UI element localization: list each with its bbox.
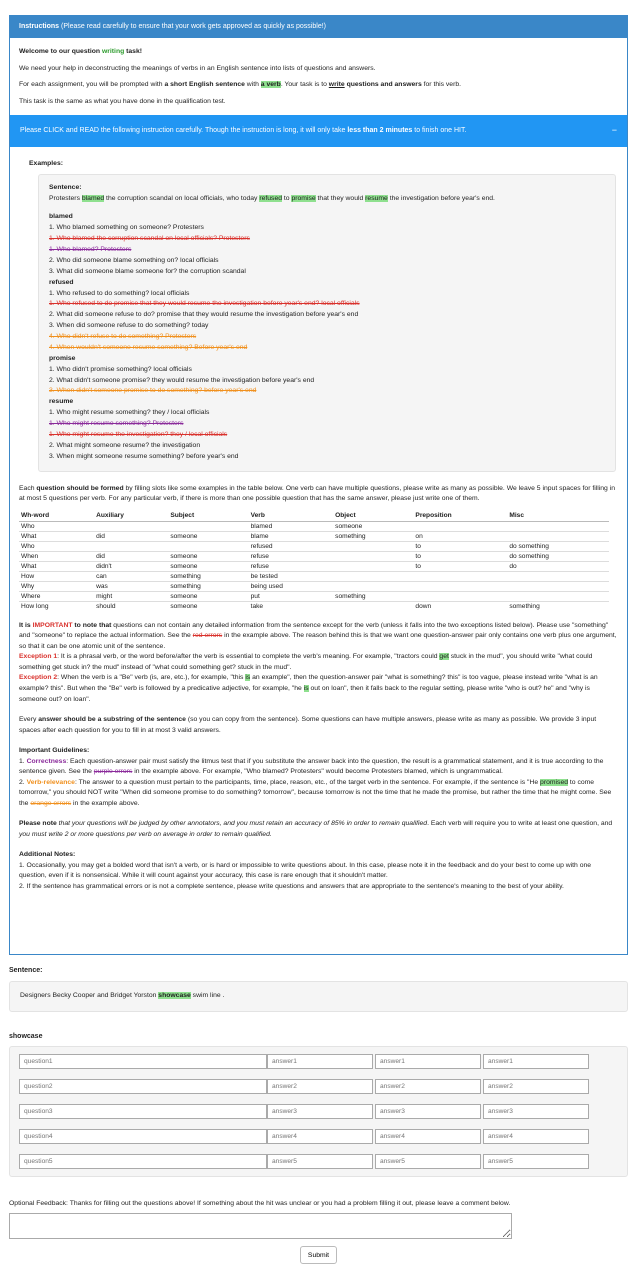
table-cell: What <box>19 561 94 571</box>
table-cell <box>333 541 413 551</box>
question-slots-table <box>19 511 609 611</box>
question-input[interactable] <box>19 1079 267 1094</box>
table-cell: something <box>333 591 413 601</box>
table-header-cell: Preposition <box>413 511 507 522</box>
example-qa-line: 2. What did someone refuse to do? promise that they would resume the investigation before year's end <box>49 311 359 319</box>
example-qa-line: 2. What didn't someone promise? they would resume the investigation before year's end <box>49 376 315 384</box>
accuracy-note: Please note that your questions will be judged by other annotators, and you must retain an accuracy of 85% in order to remain qualified. Each verb will require you to write at least one question, and you must write 2 or more questions per verb on average in order to remain qualified. <box>19 820 613 838</box>
table-header-cell: Verb <box>249 511 334 522</box>
table-cell: Who <box>19 521 94 531</box>
feedback-label: Optional Feedback: Thanks for filling out the questions above! If something about the hit was unclear or you had a problem filling it out, please leave a comment below. <box>9 1200 511 1207</box>
table-cell <box>413 521 507 531</box>
table-row <box>19 581 609 591</box>
answer-input-1[interactable] <box>267 1104 373 1119</box>
table-cell: might <box>94 591 168 601</box>
table-cell <box>94 541 168 551</box>
table-cell: refused <box>249 541 334 551</box>
table-cell: Who <box>19 541 94 551</box>
table-cell: someone <box>168 591 248 601</box>
table-cell <box>168 521 248 531</box>
example-qa-line: 1. Who refused to do promise that they would resume the investigation before year's end? local officials <box>49 300 360 308</box>
table-cell <box>333 581 413 591</box>
table-cell: do <box>507 561 609 571</box>
example-verb-heading: promise <box>49 354 76 362</box>
table-cell: can <box>94 571 168 581</box>
example-verb-heading: refused <box>49 278 74 286</box>
table-cell: do something <box>507 551 609 561</box>
table-cell: someone <box>168 601 248 611</box>
additional-notes: Additional Notes: 1. Occasionally, you may get a bolded word that isn't a verb, or is hard or impossible to write questions about. In this case, please note it in the feedback and do your best to come up with one question, even if it is nonsensical. While it will count against your accuracy, this case is rare enough that it shouldn't matter. 2. If the sentence has grammatical errors or is not a complete sentence, please write questions and answers that are appropriate to the sentence's meaning to the best of your ability. <box>19 851 592 890</box>
example-qa-line: 1. Who didn't promise something? local officials <box>49 365 192 373</box>
table-cell: someone <box>168 551 248 561</box>
answer-input-3[interactable] <box>483 1079 589 1094</box>
task-sentence-label: Sentence: <box>9 967 43 974</box>
table-cell: something <box>168 571 248 581</box>
answer-input-2[interactable] <box>375 1054 481 1069</box>
table-header-cell: Misc <box>507 511 609 522</box>
example-qa-line: 2. Who did someone blame something on? local officials <box>49 256 219 264</box>
banner-text: Please CLICK and READ the following instruction carefully. Though the instruction is long, it will only take less than 2 minutes to finish one HIT. <box>20 126 467 134</box>
table-cell: to <box>413 561 507 571</box>
answer-input-1[interactable] <box>267 1154 373 1169</box>
table-cell: something <box>333 531 413 541</box>
task-sentence-box <box>9 981 628 1012</box>
answer-input-3[interactable] <box>483 1104 589 1119</box>
table-cell: something <box>168 581 248 591</box>
table-cell: Why <box>19 581 94 591</box>
answer-description: Every answer should be a substring of the sentence (so you can copy from the sentence). Some questions can have multiple answers, please write as many as possible. We provide 3 input spaces after each question for you to fill in at most 3 valid answers. <box>19 716 597 734</box>
question-input[interactable] <box>19 1154 267 1169</box>
table-header-cell: Auxiliary <box>94 511 168 522</box>
answer-input-1[interactable] <box>267 1079 373 1094</box>
table-header-cell: Wh-word <box>19 511 94 522</box>
important-note: It is IMPORTANT to note that questions can not contain any detailed information from the sentence except for the verb (unless it falls into the two exceptions listed below). Please use "something" and "someone" to replace the actual information. See the red errors in the example above. The reason behind this is that we want one question-answer pair only contains one verb plus one argument, so that it can be one atomic unit of the sentence. Exception 1: It is a phrasal verb, or the word before/after the verb is essential to complete the verb's meaning. For example, "tractors could get stuck in the mud", you should write "what could something get stuck in? the mud" instead of "what could something get? stuck in the mud". Exception 2: When the verb is a "Be" verb (is, are, etc.), for example, "this is an example", then the question-answer pair "what is something? this" is too vague, please instead write "what is an example? this". But when the "Be" verb is followed by a predicative adjective, for example, "he is out on loan", then it falls back to the regular setting, please write "who is out? he" and "why is someone out? on loan". <box>19 621 617 703</box>
table-cell: Where <box>19 591 94 601</box>
table-cell <box>413 591 507 601</box>
example-verb-heading: resume <box>49 398 74 406</box>
example-qa-line: 4. When wouldn't someone resume something? Before year's end <box>49 343 248 351</box>
table-cell <box>413 571 507 581</box>
examples-title: Examples: <box>29 160 64 168</box>
answer-input-2[interactable] <box>375 1104 481 1119</box>
example-qa-line: 1. Who refused to do something? local officials <box>49 289 190 297</box>
table-cell: blamed <box>249 521 334 531</box>
table-cell <box>168 541 248 551</box>
example-qa-line: 1. Who blamed? Protesters <box>49 246 132 254</box>
table-cell: on <box>413 531 507 541</box>
guidelines: Important Guidelines: 1. Correctness: Each question-answer pair must satisfy the litmus test that if you substitute the answer back into the question, the result is a grammatical statement, and it is true according to the sentence given. See the purple errors in the example above. For example, "Who blamed? Protesters" would become Protesters blamed, which is ungrammatical. 2. Verb-relevance: The answer to a question must pertain to the participants, time, place, reason, etc., of the target verb in the sentence. For example, if the sentence is "He promised to come tomorrow," you should NOT write "When did someone promise to do something? tomorrow", because tomorrow is not the time that he made the promise, but rather the time that he might come. See the orange errors in the example above. <box>19 747 612 807</box>
answer-input-3[interactable] <box>483 1154 589 1169</box>
intro-line-2: For each assignment, you will be prompted with a short English sentence with a verb. Your task is to write questions and answers for this verb. <box>19 81 462 89</box>
table-cell: How <box>19 571 94 581</box>
answer-input-3[interactable] <box>483 1054 589 1069</box>
table-cell: do something <box>507 541 609 551</box>
verb-label: showcase <box>9 1033 43 1040</box>
table-cell: take <box>249 601 334 611</box>
answer-input-1[interactable] <box>267 1054 373 1069</box>
feedback-textarea[interactable] <box>9 1213 512 1239</box>
table-header-cell: Subject <box>168 511 248 522</box>
table-row <box>19 531 609 541</box>
table-cell: to <box>413 541 507 551</box>
table-cell: be tested <box>249 571 334 581</box>
question-form-description: Each question should be formed by filling slots like some examples in the table below. One verb can have multiple questions, please write as many as possible. We leave 5 input spaces for filling in at most 5 questions per verb. For any particular verb, if there is more than one possible question that has the same answer, please just write one of them. <box>19 484 616 503</box>
table-cell: to <box>413 551 507 561</box>
example-qa-line: 3. When might someone resume something? before year's end <box>49 452 239 460</box>
table-row <box>19 541 609 551</box>
table-cell <box>507 591 609 601</box>
table-cell <box>333 571 413 581</box>
intro-line-3: This task is the same as what you have done in the qualification test. <box>19 97 226 105</box>
answer-input-1[interactable] <box>267 1129 373 1144</box>
table-cell: refuse <box>249 561 334 571</box>
answer-input-2[interactable] <box>375 1129 481 1144</box>
task-sentence: Designers Becky Cooper and Bridget Yorston showcase swim line . <box>20 992 225 999</box>
intro-line-1: We need your help in deconstructing the meanings of verbs in an English sentence into lists of questions and answers. <box>19 64 376 72</box>
table-cell <box>507 581 609 591</box>
table-cell: was <box>94 581 168 591</box>
table-row <box>19 601 609 611</box>
table-cell <box>333 551 413 561</box>
example-verb-heading: blamed <box>49 213 73 221</box>
question-input[interactable] <box>19 1104 267 1119</box>
welcome-line: Welcome to our question writing task! <box>19 48 143 55</box>
table-cell: something <box>507 601 609 611</box>
table-cell <box>333 601 413 611</box>
table-cell: should <box>94 601 168 611</box>
example-qa-line: 2. What might someone resume? the investigation <box>49 441 201 449</box>
table-row <box>19 561 609 571</box>
answer-input-3[interactable] <box>483 1129 589 1144</box>
table-cell <box>413 581 507 591</box>
submit-button[interactable]: Submit <box>300 1246 337 1264</box>
table-cell: When <box>19 551 94 561</box>
qa-input-box <box>9 1046 628 1177</box>
example-sentence: Protesters blamed the corruption scandal on local officials, who today refused to promise that they would resume the investigation before year's end. <box>49 194 495 202</box>
table-cell <box>507 571 609 581</box>
answer-input-2[interactable] <box>375 1079 481 1094</box>
table-cell: didn't <box>94 561 168 571</box>
example-qa-line: 1. Who might resume something? Protesters <box>49 420 184 428</box>
table-cell: being used <box>249 581 334 591</box>
table-cell: What <box>19 531 94 541</box>
example-qa-line: 3. When did someone refuse to do something? today <box>49 322 209 330</box>
question-input[interactable] <box>19 1129 267 1144</box>
table-cell <box>507 521 609 531</box>
table-cell <box>333 561 413 571</box>
table-cell: someone <box>168 531 248 541</box>
instructions-title: Instructions <box>19 23 60 30</box>
table-cell: put <box>249 591 334 601</box>
table-cell: refuse <box>249 551 334 561</box>
example-qa-line: 1. Who blamed the corruption scandal on local officials? Protesters <box>49 235 250 243</box>
answer-input-2[interactable] <box>375 1154 481 1169</box>
instructions-header <box>10 16 627 38</box>
example-sentence-label: Sentence: <box>49 183 82 191</box>
table-cell: How long <box>19 601 94 611</box>
table-cell: someone <box>333 521 413 531</box>
table-row <box>19 571 609 581</box>
table-row <box>19 551 609 561</box>
table-cell <box>94 521 168 531</box>
question-input[interactable] <box>19 1054 267 1069</box>
example-qa-line: 3. When didn't someone promise to do something? before year's end <box>49 387 257 395</box>
instructions-subtitle: (Please read carefully to ensure that your work gets approved as quickly as possible!) <box>61 23 326 30</box>
table-cell: down <box>413 601 507 611</box>
table-cell <box>507 531 609 541</box>
examples-box <box>38 174 616 472</box>
instructions-toggle-banner[interactable] <box>10 115 627 147</box>
example-qa-line: 1. Who might resume the investigation? they / local officials <box>49 430 228 438</box>
instructions-panel <box>9 15 628 955</box>
example-qa-line: 4. Who didn't refuse to do something? Protesters <box>49 333 197 341</box>
table-header-cell: Object <box>333 511 413 522</box>
table-cell: blame <box>249 531 334 541</box>
table-row <box>19 591 609 601</box>
collapse-icon[interactable]: − <box>611 125 617 136</box>
table-row <box>19 521 609 531</box>
table-cell: did <box>94 531 168 541</box>
example-qa-line: 1. Who blamed something on someone? Protesters <box>49 224 204 232</box>
table-cell: did <box>94 551 168 561</box>
example-qa-line: 3. What did someone blame someone for? the corruption scandal <box>49 267 246 275</box>
example-qa-line: 1. Who might resume something? they / local officials <box>49 409 210 417</box>
table-cell: someone <box>168 561 248 571</box>
